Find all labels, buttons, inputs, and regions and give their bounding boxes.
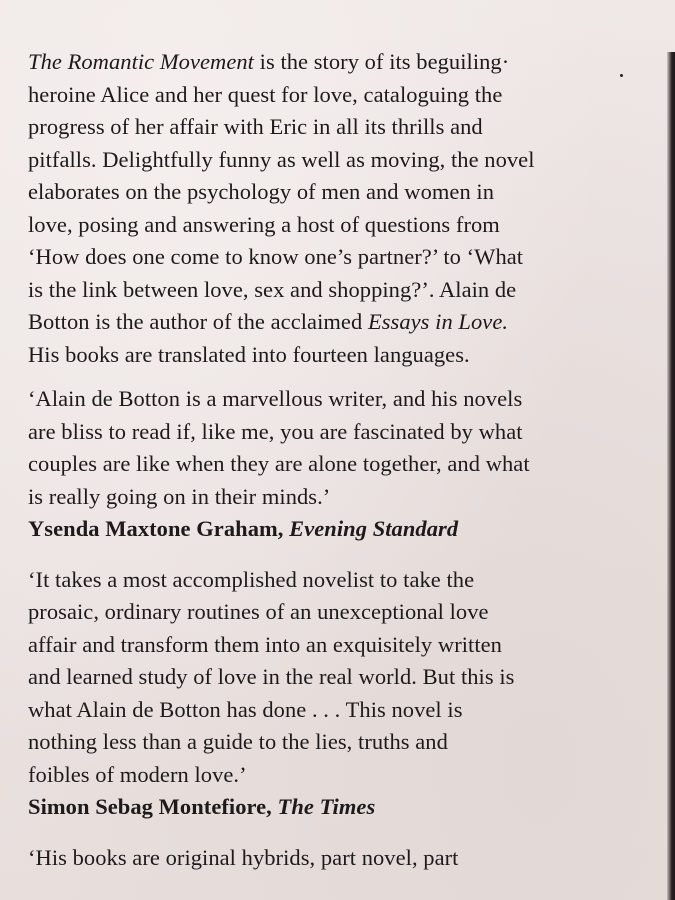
blurb-line-3: progress of her affair with Eric in all its thrills and xyxy=(28,114,483,139)
review1-line-3: couples are like when they are alone together, and what xyxy=(28,451,530,476)
review1-author: Ysenda Maxtone Graham, xyxy=(28,516,290,541)
review2-line-5: what Alain de Botton has done . . . This novel is xyxy=(28,696,463,722)
review1-line-2: are bliss to read if, like me, you are fascinated by what xyxy=(28,418,523,444)
blurb-line-1 xyxy=(28,46,643,79)
review1-source: Evening Standard xyxy=(289,516,459,541)
review2-source: The Times xyxy=(277,794,376,819)
blurb-text: is the story of its beguiling· xyxy=(253,49,510,74)
cover-text xyxy=(28,46,643,874)
review2-line-2: prosaic, ordinary routines of an unexceptional love xyxy=(28,599,489,624)
blurb-paragraph xyxy=(28,46,643,371)
blurb-line-7: ‘How does one come to know one’s partner?’ to ‘What xyxy=(28,244,524,269)
review2-author: Simon Sebag Montefiore, xyxy=(28,794,278,819)
blurb-line-5: elaborates on the psychology of men and women in xyxy=(28,179,495,204)
blurb-line-9 xyxy=(28,306,643,339)
blurb-line-8: is the link between love, sex and shopping?’. Alain de xyxy=(28,276,517,302)
blurb-line-4: pitfalls. Delightfully funny as well as moving, the novel xyxy=(28,146,535,172)
review2-attribution xyxy=(28,791,643,824)
review2-line-4: and learned study of love in the real world. But this is xyxy=(28,664,515,689)
book-title: The Romantic Movement xyxy=(28,49,254,74)
blurb-line-6: love, posing and answering a host of questions from xyxy=(28,211,500,237)
review1-line-4: is really going on in their minds.’ xyxy=(28,483,331,509)
review-quote-2 xyxy=(28,564,643,824)
other-book-title: Essays in Love. xyxy=(367,309,509,334)
page-edge-shadow xyxy=(667,52,675,900)
blurb-line-2: heroine Alice and her quest for love, cataloguing the xyxy=(28,81,503,107)
review-quote-1 xyxy=(28,383,643,546)
review-quote-3 xyxy=(28,842,643,875)
review3-line-1: ‘His books are original hybrids, part novel, part xyxy=(28,844,459,870)
blurb-text: Botton is the author of the acclaimed xyxy=(28,309,368,334)
review2-line-6: nothing less than a guide to the lies, truths and xyxy=(28,729,448,754)
review2-line-1: ‘It takes a most accomplished novelist to take the xyxy=(28,566,475,592)
review2-line-7: foibles of modern love.’ xyxy=(28,761,247,787)
review1-attribution xyxy=(28,513,643,546)
review2-line-3: affair and transform them into an exquisitely written xyxy=(28,631,502,657)
review1-line-1: ‘Alain de Botton is a marvellous writer, and his novels xyxy=(28,386,523,411)
blurb-line-10: His books are translated into fourteen languages. xyxy=(28,341,470,367)
